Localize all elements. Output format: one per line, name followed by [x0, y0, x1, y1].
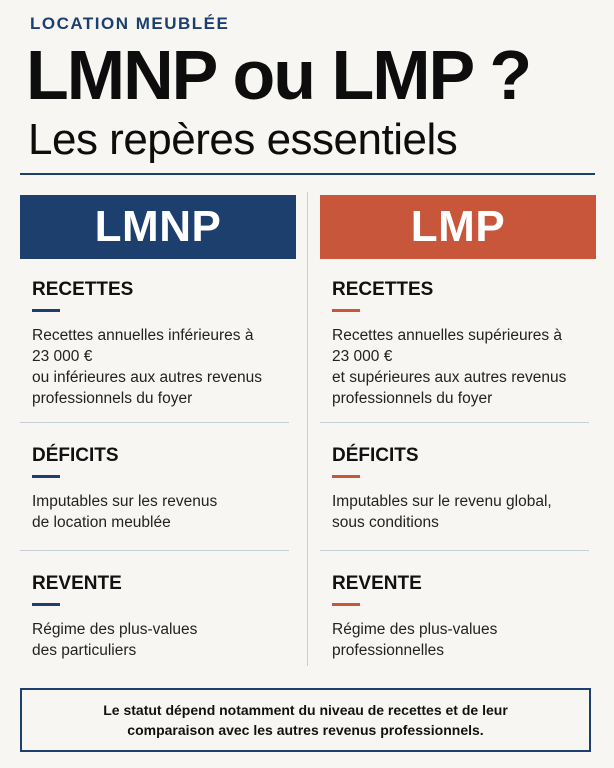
lmnp-recettes-dash: [32, 309, 60, 312]
text-line: des particuliers: [32, 642, 137, 659]
section-separator: [320, 422, 589, 423]
page-subtitle: Les repères essentiels: [28, 115, 458, 164]
footer-line: Le statut dépend notamment du niveau de recettes et de leur: [103, 702, 508, 718]
lmp-deficits-title: DÉFICITS: [332, 445, 419, 466]
lmnp-deficits-text: [32, 491, 296, 533]
lmnp-recettes-text: [32, 325, 296, 409]
lmp-deficits-dash: [332, 475, 360, 478]
section-separator: [20, 422, 289, 423]
section-separator: [20, 550, 289, 551]
lmnp-revente-title: REVENTE: [32, 573, 122, 594]
lmp-recettes-dash: [332, 309, 360, 312]
text-line: Imputables sur le revenu global,: [332, 493, 552, 510]
top-rule: [20, 173, 595, 175]
page-title: LMNP ou LMP ?: [26, 36, 531, 114]
lmnp-revente-text: [32, 619, 296, 661]
lmp-revente-dash: [332, 603, 360, 606]
lmp-column: [320, 195, 596, 659]
text-line: professionnels du foyer: [332, 390, 493, 407]
text-line: et supérieures aux autres revenus: [332, 369, 567, 386]
text-line: 23 000 €: [332, 348, 393, 365]
text-line: Régime des plus-values: [32, 621, 198, 638]
text-line: Recettes annuelles supérieures à: [332, 327, 563, 344]
text-line: ou inférieures aux autres revenus: [32, 369, 263, 386]
lmnp-revente-dash: [32, 603, 60, 606]
lmp-revente-text: [332, 619, 596, 661]
lmnp-deficits-dash: [32, 475, 60, 478]
footer-note: [20, 688, 591, 752]
section-separator: [320, 550, 589, 551]
text-line: Régime des plus-values: [332, 621, 498, 638]
eyebrow-label: LOCATION MEUBLÉE: [30, 14, 230, 33]
text-line: Imputables sur les revenus: [32, 493, 218, 510]
text-line: professionnelles: [332, 642, 445, 659]
lmp-recettes-title: RECETTES: [332, 279, 434, 300]
text-line: 23 000 €: [32, 348, 93, 365]
lmnp-recettes-title: RECETTES: [32, 279, 134, 300]
lmnp-column: [20, 195, 296, 659]
text-line: professionnels du foyer: [32, 390, 193, 407]
footer-line: comparaison avec les autres revenus professionnels.: [127, 722, 484, 738]
text-line: Recettes annuelles inférieures à: [32, 327, 254, 344]
text-line: de location meublée: [32, 514, 171, 531]
column-divider: [307, 192, 308, 666]
lmnp-deficits-title: DÉFICITS: [32, 445, 119, 466]
lmp-deficits-text: [332, 491, 596, 533]
lmnp-banner: LMNP: [20, 195, 296, 259]
lmp-revente-title: REVENTE: [332, 573, 422, 594]
text-line: sous conditions: [332, 514, 439, 531]
lmp-banner: LMP: [320, 195, 596, 259]
lmp-recettes-text: [332, 325, 596, 409]
